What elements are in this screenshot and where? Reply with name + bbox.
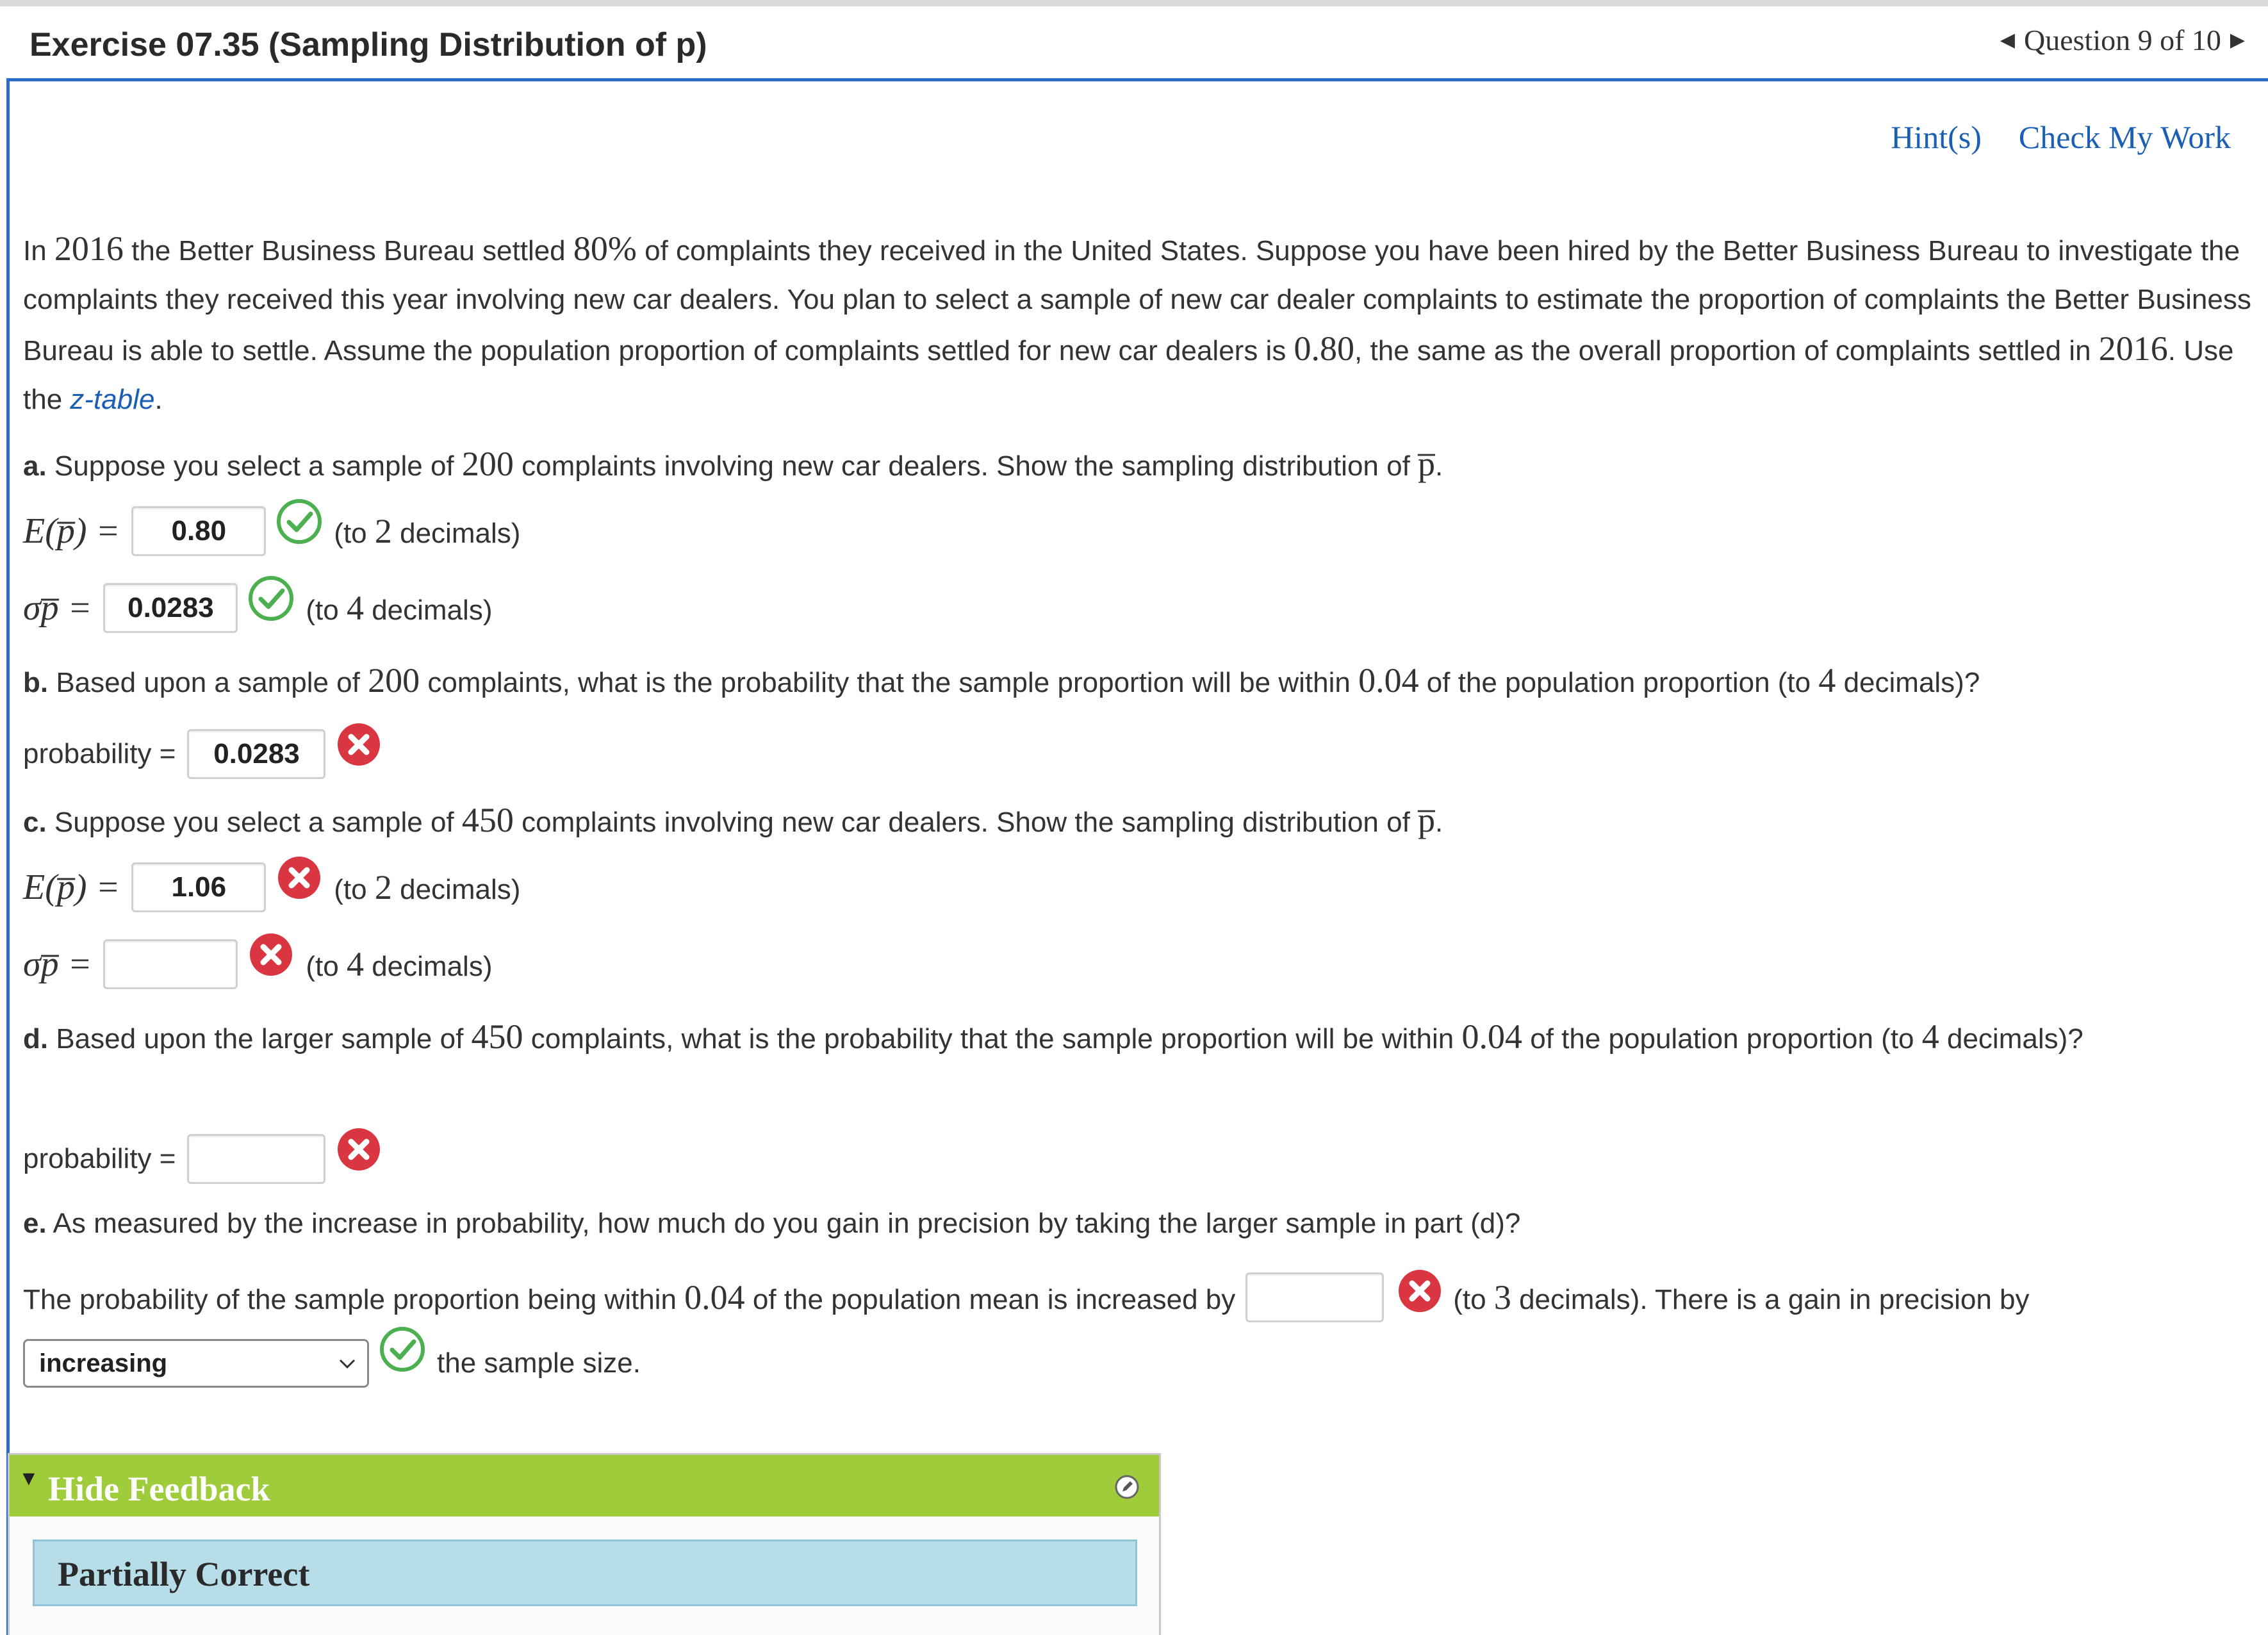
check-icon — [248, 575, 294, 621]
feedback-status: Partially Correct — [58, 1555, 310, 1593]
part-d-probability-row — [23, 1134, 382, 1184]
question-counter: Question 9 of 10 — [2024, 24, 2221, 56]
part-b-probability-input[interactable]: 0.0283 — [187, 729, 325, 779]
check-my-work-link[interactable]: Check My Work — [2018, 119, 2231, 155]
part-c-stddev-note: (to 4 decimals) — [306, 945, 493, 983]
part-d-question: d. Based upon the larger sample of 450 complaints, what is the probability that the sample proportion will be within 0.04 of the population proportion (to 4 decimals)? — [23, 1017, 2083, 1056]
prev-question-icon[interactable]: ◀ — [2000, 29, 2015, 51]
part-c-expected-note: (to 2 decimals) — [334, 868, 521, 907]
part-a-stddev-note: (to 4 decimals) — [306, 589, 493, 627]
z-table-link[interactable]: z-table — [70, 384, 155, 415]
part-d-probability-input[interactable] — [187, 1134, 325, 1184]
part-e-increase-row — [23, 1272, 2253, 1322]
part-c-stddev-input[interactable] — [103, 939, 238, 989]
part-e-line2: the sample size. — [437, 1347, 641, 1379]
expected-value-label: E(p̅) = — [23, 511, 120, 551]
part-a-expected-input[interactable]: 0.80 — [131, 506, 266, 556]
next-question-icon[interactable]: ▶ — [2230, 29, 2245, 51]
part-c-expected-row — [23, 862, 520, 912]
select-value: increasing — [39, 1349, 168, 1377]
part-e-increase-input[interactable] — [1245, 1272, 1384, 1322]
collapse-triangle-icon: ▼ — [19, 1467, 39, 1490]
x-icon — [336, 721, 382, 768]
help-links — [1891, 119, 2231, 156]
std-error-label: σp̅ = — [23, 944, 92, 984]
feedback-header[interactable] — [10, 1455, 1159, 1516]
part-a-expected-row — [23, 506, 520, 556]
feedback-status-box — [33, 1540, 1137, 1606]
feedback-panel — [8, 1453, 1161, 1635]
x-icon — [1397, 1268, 1443, 1314]
problem-statement — [23, 224, 2253, 424]
part-b-probability-row — [23, 729, 382, 779]
part-e-question: e. As measured by the increase in probability, how much do you gain in precision by taking the larger sample in part (d)? — [23, 1208, 1521, 1239]
part-a-stddev-row — [23, 583, 492, 633]
header — [0, 6, 2268, 77]
probability-label: probability = — [23, 1143, 176, 1174]
probability-label: probability = — [23, 738, 176, 769]
part-a-stddev-input[interactable]: 0.0283 — [103, 583, 238, 633]
part-a-expected-note: (to 2 decimals) — [334, 512, 521, 550]
part-c-expected-input[interactable]: 1.06 — [131, 862, 266, 912]
expected-value-label: E(p̅) = — [23, 867, 120, 907]
hide-feedback-toggle[interactable]: Hide Feedback — [48, 1470, 270, 1508]
x-icon — [248, 932, 294, 978]
top-border — [0, 0, 2268, 6]
chevron-down-icon — [336, 1352, 358, 1374]
std-error-label: σp̅ = — [23, 588, 92, 628]
x-icon — [276, 855, 322, 901]
intro-text: In 2016 the Better Business Bureau settled 80% of complaints they received in the United States. Suppose you have been hired by the Better Business Bureau to investigate the complaints they received this year involving new car dealers. You plan to select a sample of new car dealer complaints to estimate the proportion of complaints the Better Business Bureau is able to settle. Assume the population proportion of complaints settled for new car dealers is 0.80, the same as the overall proportion of complaints settled in 2016. Use the z-table. — [23, 229, 2251, 415]
question-nav — [2000, 23, 2245, 57]
part-c-question: c. Suppose you select a sample of 450 complaints involving new car dealers. Show the sampling distribution of p̅. — [23, 801, 1443, 839]
part-e-line1a: The probability of the sample proportion being within 0.04 of the population mean is increased by — [23, 1278, 1236, 1317]
hints-link[interactable]: Hint(s) — [1891, 119, 1982, 155]
part-a-question: a. Suppose you select a sample of 200 complaints involving new car dealers. Show the sampling distribution of p̅. — [23, 445, 1443, 483]
pencil-circle-icon[interactable] — [1114, 1474, 1140, 1500]
check-icon — [276, 498, 322, 545]
part-e-line1c: (to 3 decimals). There is a gain in precision by — [1453, 1278, 2030, 1317]
gain-direction-select[interactable] — [23, 1339, 369, 1388]
part-c-stddev-row — [23, 939, 492, 989]
check-icon — [379, 1326, 425, 1372]
x-icon — [336, 1126, 382, 1172]
exercise-title: Exercise 07.35 (Sampling Distribution of p) — [29, 26, 707, 63]
part-b-question: b. Based upon a sample of 200 complaints, what is the probability that the sample proportion will be within 0.04 of the population proportion (to 4 decimals)? — [23, 661, 1980, 700]
